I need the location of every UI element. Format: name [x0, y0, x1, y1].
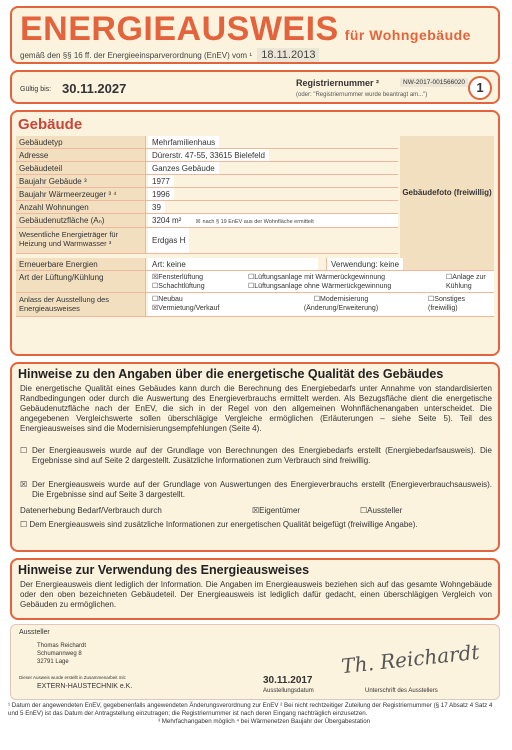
row-label: Gebäudenutzfläche (Aₙ) [16, 214, 146, 227]
data-collection-line [20, 506, 492, 516]
opt-label: Fensterlüftung [158, 274, 204, 281]
opt-label: Modernisierung (Änderung/Erweiterung) [303, 296, 379, 312]
registration-box [10, 70, 500, 104]
opt-label: Neubau [158, 296, 183, 303]
subtitle-text: für Wohngebäude [344, 27, 471, 43]
option-consumption-text: Der Energieausweis wurde auf der Grundlage von Auswertungen des Energieverbrauchs erstellt (Energieverbrauchsausweis). Die Ergebnisse sind auf Seite 3 dargestellt. [32, 480, 492, 499]
page-number-badge: 1 [468, 76, 492, 100]
registration-label: Registriernummer ² [296, 78, 380, 88]
option-consumption [20, 480, 492, 500]
quality-hints-section [10, 362, 500, 552]
row-label: Adresse [16, 149, 146, 161]
footnotes [8, 702, 504, 726]
usage-hints-section [10, 558, 500, 620]
checkbox-icon: ☐ [360, 506, 368, 515]
opt-label: Sonstiges (freiwillig) [428, 296, 466, 312]
ventilation-options [148, 271, 494, 292]
regulation-date: 18.11.2013 [257, 48, 319, 62]
checked-box-icon: ☒ [152, 305, 159, 312]
table-row [16, 162, 398, 175]
regulation-text: gemäß den §§ 16 ff. der Energieeinsparverordnung (EnEV) vom ¹ [20, 51, 252, 60]
row-value: Erdgas H [148, 228, 189, 253]
row-label: Wesentliche Energieträger für Heizung und Warmwasser ³ [16, 228, 146, 253]
valid-until-label: Gültig bis: [20, 86, 52, 93]
table-row [16, 188, 398, 201]
row-label: Anzahl Wohnungen [16, 201, 146, 213]
header-box [10, 6, 500, 64]
registration-number: NW-2017-001566020 [400, 78, 468, 87]
building-section [10, 110, 500, 356]
row-label: Baujahr Wärmeerzeuger ³ ⁴ [16, 188, 146, 200]
quality-hints-title: Hinweise zu den Angaben über die energetische Qualität des Gebäudes [18, 367, 444, 381]
option-demand-text: Der Energieausweis wurde auf der Grundlage von Berechnungen des Energiebedarfs erstellt (Energiebedarfsausweis). Die Ergebnisse sind auf Seite 2 dargestellt. Zusätzliche Informationen zum Verbrauch sind freiwillig. [32, 446, 492, 465]
checked-box-icon: ☒ [252, 506, 260, 515]
issuer-address [37, 642, 86, 666]
registration-note: (oder: "Registriernummer wurde beantragt am...") [296, 92, 428, 98]
issuer-footer [10, 624, 500, 700]
row-value: 39 [148, 201, 165, 213]
table-row [16, 201, 398, 214]
issue-date: 30.11.2017 [263, 675, 313, 686]
checkbox-icon: ☐ [248, 274, 255, 281]
firm-name: EXTERN-HAUSTECHNIK e.K. [37, 683, 133, 690]
footnote: ¹ Datum der angewendeten EnEV, gegebenenfalls angewendeten Änderungsverordnung zur EnEV ² Bei nicht rechtzeitiger Zuteilung der Registriernummer (§ 17 Absatz 4 Satz 4 und 5 EnEV) ist das Datum der Antragstellung einzutragen; die Registriernummer ist nach deren Eingang nachträglich einzusetzen. [8, 702, 493, 717]
issuer-name: Thomas Reichardt [37, 643, 87, 649]
table-row [16, 228, 398, 254]
row-value: Ganzes Gebäude [148, 162, 219, 174]
table-row [16, 258, 494, 271]
title-text: ENERGIEAUSWEIS [20, 10, 339, 48]
table-row [16, 136, 398, 149]
quality-hints-text: Die energetische Qualität eines Gebäudes kann durch die Berechnung des Energiebedarfs unter Annahme von standardisierten Randbedingungen oder durch die Auswertung des Energieverbrauchs ermittelt werden. Als Bezugsfläche dient die energetische Gebäudenutzfläche nach der EnEV, die sich in der Regel von den allgemeinen Wohnflächenangaben unterscheidet. Die angegebenen Vergleichswerte sollen überschlägige Vergleiche ermöglichen (Erläuterungen – siehe Seite 5). Teil des Energieausweises sind die Modernisierungsempfehlungen (Seite 4). [20, 384, 492, 433]
checkbox-icon: ☐ [20, 446, 28, 455]
signature-label: Unterschrift des Ausstellers [365, 688, 438, 694]
row-label: Gebäudetyp [16, 136, 146, 148]
checkbox-icon: ☐ [152, 283, 159, 290]
checkbox-icon: ☐ [152, 296, 159, 303]
option-demand [20, 446, 492, 466]
row-label: Gebäudeteil [16, 162, 146, 174]
valid-until-date: 30.11.2027 [62, 81, 127, 96]
area-note [196, 219, 314, 225]
regulation-line [20, 48, 319, 62]
row-value: 1996 [148, 188, 174, 200]
data-collection-label: Datenerhebung Bedarf/Verbrauch durch [20, 506, 162, 515]
table-row [16, 149, 398, 162]
document-title [20, 10, 471, 49]
opt-label: Lüftungsanlage mit Wärmerückgewinnung [254, 274, 386, 281]
building-title: Gebäude [18, 116, 83, 133]
footnote: ³ Mehrfachangaben möglich ⁴ bei Wärmenetzen Baujahr der Übergabestation [158, 718, 371, 725]
usage-hints-text: Der Energieausweis dient lediglich der Information. Die Angaben im Energieausweis beziehen sich auf das gesamte Wohngebäude oder den oben bezeichneten Gebäudeteil. Der Energieausweis ist lediglich dafür gedacht, einen überschlägigen Vergleich von Gebäuden zu ermöglichen. [20, 580, 492, 609]
issuer-label: Aussteller [367, 506, 403, 515]
checkbox-icon: ☐ [446, 274, 453, 281]
area-value: 3204 m² [152, 216, 182, 225]
row-label: Art der Lüftung/Kühlung [16, 271, 146, 292]
checkbox-icon: ☐ [20, 520, 28, 529]
row-value: Dürerstr. 47-55, 33615 Bielefeld [148, 149, 269, 161]
checkbox-icon: ☐ [313, 296, 321, 303]
cooperation-note: Dieser Ausweis wurde erstellt in Zusammenarbeit mit: [19, 675, 127, 680]
renewable-usage: Verwendung: keine [326, 258, 403, 270]
opt-label: Lüftungsanlage ohne Wärmerückgewinnung [254, 283, 392, 290]
checked-box-icon: ☒ [20, 480, 28, 489]
checked-box-icon: ☒ [152, 274, 159, 281]
building-photo-placeholder: Gebäudefoto (freiwillig) [400, 136, 494, 272]
row-value [148, 214, 398, 227]
signature: Th. Reichardt [340, 639, 481, 679]
checked-box-icon: ☒ [195, 219, 201, 225]
issuer-city: 32791 Lage [37, 659, 69, 665]
checkbox-icon: ☐ [248, 283, 255, 290]
row-label: Erneuerbare Energien [16, 258, 146, 270]
opt-label: Schachtlüftung [158, 283, 205, 290]
opt-label: Vermietung/Verkauf [158, 305, 220, 312]
reason-options [148, 293, 494, 316]
row-value: Mehrfamilienhaus [148, 136, 219, 148]
table-row [16, 214, 398, 228]
renewable-type: Art: keine [148, 258, 318, 270]
opt-label: Anlage zur Kühlung [446, 274, 486, 290]
row-value: 1977 [148, 175, 174, 187]
issuer-label: Aussteller [19, 629, 50, 636]
issuer-street: Schumannweg 8 [37, 651, 82, 657]
usage-hints-title: Hinweise zur Verwendung des Energieausweises [18, 563, 310, 577]
row-label: Baujahr Gebäude ³ [16, 175, 146, 187]
table-row [16, 175, 398, 188]
issue-date-label: Ausstellungsdatum [263, 688, 314, 694]
checkbox-icon: ☐ [428, 296, 435, 303]
area-note-text: nach § 19 EnEV aus der Wohnfläche ermittelt [202, 219, 314, 225]
table-row [16, 293, 494, 317]
extra-info-line [20, 520, 492, 530]
extra-info-text: Dem Energieausweis sind zusätzliche Informationen zur energetischen Qualität beigefügt (freiwillige Angabe). [29, 520, 418, 529]
owner-label: Eigentümer [259, 506, 301, 515]
row-label: Anlass der Ausstellung des Energieausweises [16, 293, 146, 316]
table-row [16, 271, 494, 293]
